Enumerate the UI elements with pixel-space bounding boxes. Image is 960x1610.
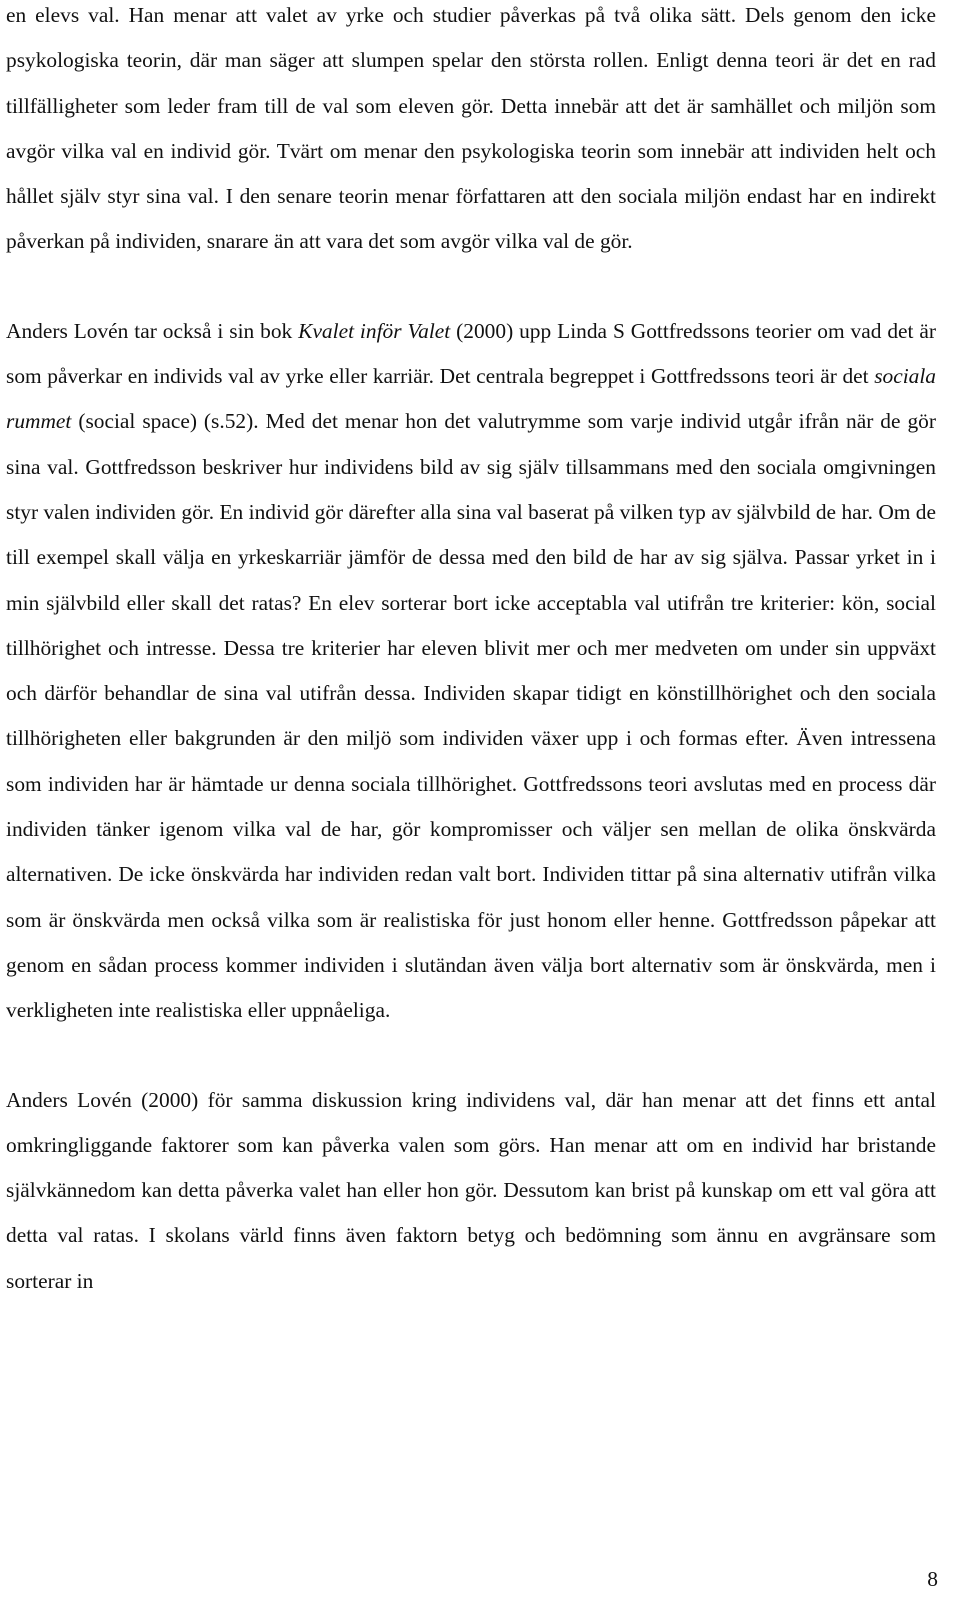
book-title: Kvalet inför Valet — [298, 318, 451, 343]
paragraph-1-text: en elevs val. Han menar att valet av yrke och studier påverkas på två olika sätt. Dels genom den icke psykologiska teorin, där man säger att slumpen spelar den största rollen. Enligt denna teori är det en rad tillfälligheter som leder fram till de val som eleven gör. Detta innebär att det är samhället och miljön som avgör vilka val en individ gör. Tvärt om menar den psykologiska teorin som innebär att individen helt och hållet själv styr sina val. I den senare teorin menar författaren att den sociala miljön endast har en indirekt påverkan på individen, snarare än att vara det som avgör vilka val de gör. — [6, 3, 936, 254]
paragraph-3 — [6, 1078, 936, 1304]
document-page — [6, 0, 936, 1304]
paragraph-2-text-a: Anders Lovén tar också i sin bok — [6, 318, 299, 343]
paragraph-1 — [6, 0, 936, 265]
paragraph-2-text-b: (2000) upp Linda S Gottfredssons teorier om vad det är som påverkar en individs val av yrke eller karriär. Det centrala begreppet i Gottfredssons teori är det — [6, 318, 937, 389]
paragraph-2 — [6, 309, 936, 1034]
paragraph-3-text: Anders Lovén (2000) för samma diskussion kring individens val, där han menar att det finns ett antal omkringliggande faktorer som kan påverka valen som görs. Han menar att om en individ har bristande självkännedom kan detta påverka valet han eller hon gör. Dessutom kan brist på kunskap om ett val göra att detta val ratas. I skolans värld finns även faktorn betyg och bedömning som ännu en avgränsare som sorterar in — [6, 1087, 936, 1293]
page-number: 8 — [927, 1567, 938, 1591]
paragraph-2-text-c: (social space) (s.52). Med det menar hon det valutrymme som varje individ utgår ifrån när de gör sina val. Gottfredsson beskriver hur individens bild av sig själv tillsammans med den sociala omgivningen styr valen individen gör. En individ gör därefter alla sina val baserat på vilken typ av självbild de har. Om de till exempel skall välja en yrkeskarriär jämför de dessa med den bild de har av sig själva. Passar yrket in i min självbild eller skall det ratas? En elev sorterar bort icke acceptabla val utifrån tre kriterier: kön, social tillhörighet och intresse. Dessa tre kriterier har eleven blivit mer och mer medveten om under sin uppväxt och därför behandlar de sina val utifrån dessa. Individen skapar tidigt en könstillhörighet och den sociala tillhörigheten eller bakgrunden är den miljö som individen växer upp i och formas efter. Även intressena som individen har är hämtade ur denna sociala tillhörighet. Gottfredssons teori avslutas med en process där individen tänker igenom vilka val de har, gör kompromisser och väljer sen mellan de olika önskvärda alternativen. De icke önskvärda har individen redan valt bort. Individen tittar på sina alternativ utifrån vilka som är önskvärda men också vilka som är realistiska för just honom eller henne. Gottfredsson påpekar att genom en sådan process kommer individen i slutändan även välja bort alternativ som är önskvärda, men i verkligheten inte realistiska eller uppnåeliga. — [6, 409, 936, 1023]
key-term: sociala rummet — [6, 364, 936, 434]
